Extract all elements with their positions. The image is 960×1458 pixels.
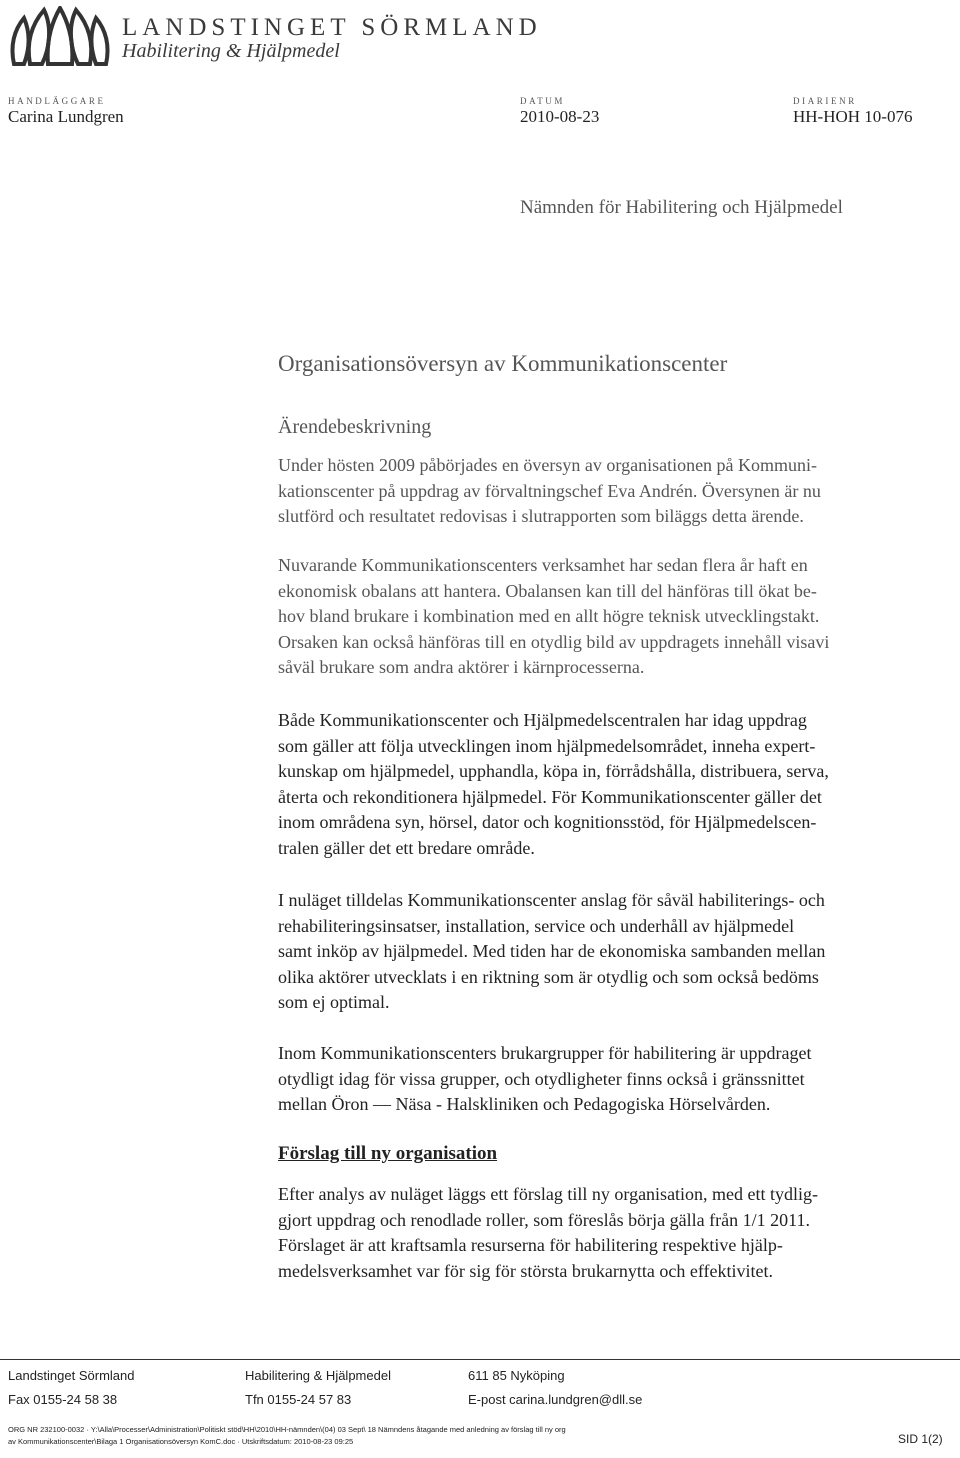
footer-fax: Fax 0155-24 58 38 [8,1392,118,1407]
paragraph [278,1041,958,1118]
paragraph-line: som gäller att följa utvecklingen inom hjälpmedelsområdet, inneha expert- [278,735,816,756]
section-heading: Ärendebeskrivning [278,416,432,438]
handlaggare-label: HANDLÄGGARE [8,96,106,106]
footer-fine-print: av Kommunikationscenter\Bilaga 1 Organisationsöversyn KomC.doc · Utskriftsdatum: 2010-08-23 09:25 [8,1437,354,1446]
datum-label: DATUM [520,96,566,106]
paragraph-line: mellan Öron — Näsa - Halskliniken och Pedagogiska Hörselvården. [278,1094,771,1114]
paragraph-line: som ej optimal. [278,992,390,1012]
paragraph-line: olika aktörer utvecklats i en riktning som är otydlig och som också bedöms [278,966,819,987]
paragraph [278,453,958,530]
paragraph [278,708,958,861]
paragraph-line: kunskap om hjälpmedel, upphandla, köpa in, förrådshålla, distribuera, serva, [278,761,829,781]
footer-email: E-post carina.lundgren@dll.se [468,1392,643,1407]
paragraph-line: Nuvarande Kommunikationscenters verksamhet har sedan flera år haft en [278,555,808,575]
paragraph-line: Efter analys av nuläget läggs ett förslag till ny organisation, med ett tydlig- [278,1184,819,1204]
paragraph-line: kationscenter på uppdrag av förvaltningschef Eva Andrén. Översynen är nu [278,480,821,501]
organization-subtitle: Habilitering & Hjälpmedel [122,40,340,62]
recipient: Nämnden för Habilitering och Hjälpmedel [520,197,843,218]
datum-value: 2010-08-23 [520,107,600,126]
paragraph-line: Under hösten 2009 påbörjades en översyn av organisationen på Kommuni- [278,455,818,475]
paragraph-line: rehabiliteringsinsatser, installation, service och underhåll av hjälpmedel [278,915,795,936]
paragraph-line: inom områdena syn, hörsel, dator och kognitionsstöd, för Hjälpmedelscen- [278,812,817,832]
paragraph-line: återta och rekonditionera hjälpmedel. För Kommunikationscenter gäller det [278,786,822,807]
paragraph-line: ekonomisk obalans att hantera. Obalansen kan till del hänföras till ökat be- [278,580,817,601]
document-title: Organisationsöversyn av Kommunikationscenter [278,351,728,376]
lotus-logo-icon [8,6,112,68]
paragraph-line: Både Kommunikationscenter och Hjälpmedelscentralen har idag uppdrag [278,710,807,730]
footer-address: 611 85 Nyköping [468,1368,565,1383]
paragraph-line: gjort uppdrag och renodlade roller, som föreslås börja gälla från 1/1 2011. [278,1209,810,1230]
diarienr-label: DIARIENR [793,96,857,106]
paragraph-line: samt inköp av hjälpmedel. Med tiden har de ekonomiska sambanden mellan [278,941,826,961]
paragraph [278,553,958,681]
paragraph-line: Inom Kommunikationscenters brukargrupper för habilitering är uppdraget [278,1043,812,1063]
paragraph-line: medelsverksamhet var för sig för största brukarnytta och effektivitet. [278,1260,774,1281]
paragraph-line: otydligt idag för vissa grupper, och otydligheter finns också i gränssnittet [278,1068,805,1089]
footer-fine-print: ORG NR 232100-0032 · Y:\Alla\Processer\Administration\Politiskt stöd\HH\2010\HH-nämnden\(04) 03 Sept\ 18 Nämndens åtagande med anledning av förslag till ny org [8,1425,566,1434]
paragraph [278,1182,958,1284]
page-indicator: SID 1(2) [898,1432,943,1446]
paragraph-line: hov bland brukare i kombination med en allt högre teknisk utvecklingstakt. [278,606,820,626]
handlaggare-value: Carina Lundgren [8,107,124,126]
diarienr-value: HH-HOH 10-076 [793,107,913,126]
paragraph-line: slutförd och resultatet redovisas i slutrapporten som biläggs detta ärende. [278,506,804,526]
paragraph-line: Orsaken kan också hänföras till en otydlig bild av uppdragets innehåll visavi [278,631,830,652]
footer-phone: Tfn 0155-24 57 83 [245,1392,352,1407]
footer-department: Habilitering & Hjälpmedel [245,1368,391,1383]
paragraph-line: tralen gäller det ett bredare område. [278,837,535,858]
paragraph-line: I nuläget tilldelas Kommunikationscenter anslag för såväl habiliterings- och [278,890,825,910]
section-heading: Förslag till ny organisation [278,1143,498,1164]
footer-org: Landstinget Sörmland [8,1368,135,1383]
footer-divider [0,1359,960,1360]
paragraph-line: såväl brukare som andra aktörer i kärnprocesserna. [278,657,645,677]
paragraph-line: Förslaget är att kraftsamla resurserna för habilitering respektive hjälp- [278,1235,783,1255]
organization-name: LANDSTINGET SÖRMLAND [122,14,542,41]
paragraph [278,888,958,1016]
